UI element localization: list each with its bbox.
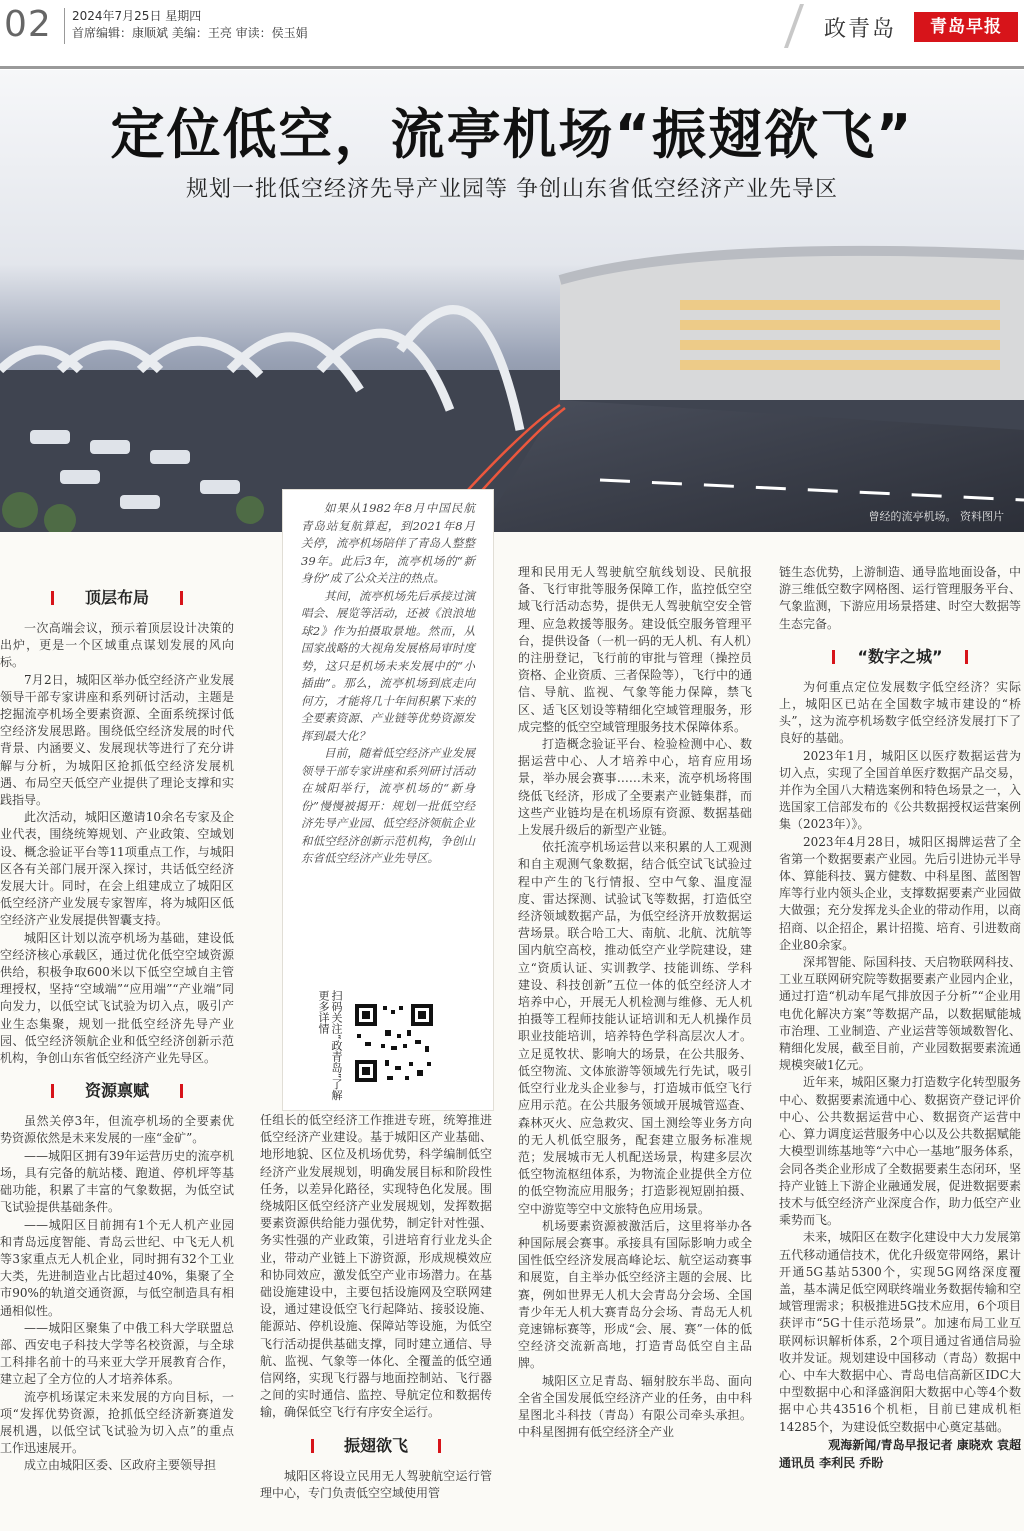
paragraph: 成立由城阳区委、区政府主要领导担 xyxy=(24,1458,217,1473)
paragraph: 7月2日，城阳区举办低空经济产业发展领导干部专家讲座和系列研讨活动，主题是挖掘流亭机场全要素资源、全面系统探讨低空经济发展思路。围绕低空经济发展的时代背景、内涵要义、发展现状等进行了充分讲解与分析，为城阳区抢抓低空经济发展机遇、布局空天低空产业提供了理论支撑和实践指导。 xyxy=(0,672,234,808)
section-title-resources: 资源禀赋 xyxy=(0,1073,234,1109)
paragraph: 机场要素资源被激活后，这里将举办各种国际展会赛事。承接具有国际影响力或全国性低空经济发展高峰论坛、航空运动赛事和展览，自主举办低空经济主题的会展、比赛，例如世界无人机大会青岛分会场、全国青少年无人机大赛青岛分会场、青岛无人机竞速锦标赛等，形成“会、展、赛”一体的低空经济交流新高地，打造青岛低空自主品牌。 xyxy=(518,1218,752,1371)
paragraph: 链生态优势，上游制造、通导监地面设备，中游三维低空数字网格图、运行管理服务平台、气象监测，下游应用场景搭建、时空大数据等生态完备。 xyxy=(779,565,1021,631)
qr-label: 扫码关注“政青岛”了解更多详情 xyxy=(317,990,343,1101)
headline: 定位低空，流亭机场“振翅欲飞” xyxy=(110,103,914,166)
section-title-top-layout: 顶层布局 xyxy=(0,580,234,616)
slash-decoration xyxy=(784,4,804,48)
paragraph: 为何重点定位发展数字低空经济？实际上，城阳区已站在全国数字城市建设的“桥头”，这为流亭机场数字低空经济发展打下了良好的基础。 xyxy=(779,679,1021,746)
paragraph: 一次高端会议，预示着顶层设计决策的出炉，更是一个区域重点谋划发展的风向标。 xyxy=(0,621,234,670)
section-title-digital-city: “数字之城” xyxy=(779,639,1021,675)
paragraph: 打造概念验证平台、检验检测中心、数据运营中心、人才培养中心，培育应用场景，举办展会赛事……未来，流亭机场将围绕低飞经济，形成了全要素产业链集群，而这些产业链均是在机场原有资源、数据基础上发展升级后的新型产业链。 xyxy=(518,737,752,838)
paragraph: 深邦智能、际国科技、天启物联网科技、工业互联网研究院等数据要素产业园内企业，通过打造“机动车尾气排放因子分析”“企业用电优化解决方案”等数据产品，以数据赋能城市治理、工业制造、产业运营等领域数智化、精细化发展，截至目前，产业园数据要素流通规模突破1亿元。 xyxy=(779,955,1021,1073)
paragraph: 流亭机场谋定未来发展的方向目标，一项“发挥优势资源，抢抓低空经济新赛道发展机遇，以低空试飞试验为切入点”的重点工作迅速展开。 xyxy=(0,1389,234,1456)
paragraph: ——城阳区聚集了中俄工科大学联盟总部、西安电子科技大学等名校资源，与全球工科排名前十的马来亚大学开展教育合作，建立起了全方位的人才培养体系。 xyxy=(0,1320,234,1387)
paragraph: 城阳区将设立民用无人驾驶航空运行管理中心，专门负责低空空域使用管 xyxy=(260,1468,492,1500)
paragraph: 此次活动，城阳区邀请10余名专家及企业代表，围绕统筹规划、产业政策、空域划设、概念验证平台等11项重点工作，与城阳区各有关部门展开深入探讨，共话低空经济发展大计。同时，在会上组建成立了城阳区低空经济产业发展专家智库，将为城阳区低空经济产业发展提供智囊支持。 xyxy=(0,810,234,928)
photo-caption: 曾经的流亭机场。 资料图片 xyxy=(868,510,1004,523)
lead-text xyxy=(301,500,475,868)
paragraph: ——城阳区拥有39年运营历史的流亭机场，具有完备的航站楼、跑道、停机坪等基础功能，积累了丰富的气象数据，为低空试飞试验提供基础条件。 xyxy=(0,1148,234,1215)
paragraph: 虽然关停3年，但流亭机场的全要素优势资源依然是未来发展的一座“金矿”。 xyxy=(0,1114,234,1146)
lead-paragraph: 其间，流亭机场先后承接过演唱会、展览等活动，还被《浪浪地球2》作为拍摄取景地。然而，从国家战略的大视角发展格局审时度势，这只是机场未来发展中的“小插曲”。那么，流亭机场到底走向何方，才能将几十年间积累下来的全要素资源、产业链等优势资源发挥到最大化？ xyxy=(301,588,475,743)
column-3 xyxy=(518,564,752,1441)
page-number: 02 xyxy=(4,4,52,45)
date-line: 2024年7月25日 星期四 xyxy=(72,9,202,23)
paragraph: 理和民用无人驾驶航空航线划设、民航报备、飞行审批等服务保障工作，监控低空空域飞行活动态势，提供无人驾驶航空安全管理、应急救援等服务。建设低空服务管理平台，提供设备（一机一码的无人机、有人机）的注册登记，飞行前的审批与管理（操控员资格、企业资质、三者保险等），飞行中的通信、导航、监视、气象等能力保障，禁飞区、适飞区划设等精细化空域管理服务，形成完整的低空空域管理服务技术保障体系。 xyxy=(518,565,753,734)
lead-box xyxy=(283,490,493,1110)
editors-line: 首席编辑：康顺斌 美编：王亮 审读：侯玉娟 xyxy=(72,26,308,40)
byline-correspondents: 通讯员 李利民 乔盼 xyxy=(779,1455,884,1470)
paragraph: 城阳区计划以流亭机场为基础，建设低空经济核心承载区，通过优化低空空域资源供给，积极争取600米以下低空空域自主管理授权，坚持“空域端”“应用端”“产业端”同向发力，以低空试飞试验为切入点，吸引产业生态集聚，规划一批低空经济先导产业园、低空经济领航企业和低空经济创新示范机构，争创山东省低空经济产业先导区。 xyxy=(0,930,234,1066)
section-title-takeoff: 振翅欲飞 xyxy=(260,1428,492,1464)
paragraph: 依托流亭机场运营以来积累的人工观测和自主观测气象数据，结合低空试飞试验过程中产生的飞行情报、空中气象、温度湿度、雷达探测、试验试飞等数据，打造低空经济领域数据产品，为低空经济开放数据运营场景。联合哈工大、南航、北航、沈航等国内航空高校，推动低空产业学院建设，建立“资质认证、实训教学、技能训练、学科建设、科技创新”五位一体的低空经济人才培养中心，开展无人机检测与维修、无人机拍摄等工程师技能认证培训和无人机操作员职业技能培训，培养特色学科高层次人才。立足觅牧状、影响大的场景，在公共服务、低空物流、文体旅游等领域先行先试，吸引低空行业龙头企业参与，打造城市低空飞行应用示范。在公共服务领域开展城管巡查、森林灭火、应急救灾、国土测绘等业务方向的无人机低空服务，配套建立服务标准规范；发展城市无人机配送场景，构建多层次低空物流枢纽体系，为物流企业提供全方位的低空物流应用服务；打造影视短剧拍摄、空中游览等空中文旅特色应用场景。 xyxy=(518,840,752,1216)
subheadline: 规划一批低空经济先导产业园等 争创山东省低空经济产业先导区 xyxy=(186,177,838,202)
byline-reporters: 观海新闻/青岛早报记者 康晓欢 袁超 xyxy=(828,1437,1021,1452)
issue-meta xyxy=(72,8,308,42)
header-rule xyxy=(0,66,1024,69)
column-1 xyxy=(0,574,234,1475)
paragraph: ——城阳区目前拥有1个无人机产业园和青岛远度智能、青岛云世纪、中飞无人机等3家重点无人机企业，同时拥有32个工业大类，先进制造业占比超过40%，集聚了全市90%的轨道交通资源，与低空制造具有相通相似性。 xyxy=(0,1217,234,1318)
section-name: 政青岛 xyxy=(824,17,897,42)
qr-code-icon xyxy=(351,1000,437,1086)
lead-paragraph: 目前，随着低空经济产业发展领导干部专家讲座和系列研讨活动在城阳举行，流亭机场的“新身份”慢慢被揭开：规划一批低空经济先导产业园、低空经济领航企业和低空经济创新示范机构，争创山东省低空经济产业先导区。 xyxy=(301,746,475,865)
lead-paragraph: 如果从1982年8月中国民航青岛站复航算起，到2021年8月关停，流亭机场陪伴了青岛人整整39年。此后3年，流亭机场的“新身份”成了公众关注的热点。 xyxy=(301,501,475,585)
column-4 xyxy=(779,564,1021,1472)
masthead xyxy=(0,0,1024,70)
qr-code[interactable] xyxy=(351,1000,437,1086)
paragraph: 未来，城阳区在数字化建设中大力发展第五代移动通信技术，优化升级宽带网络，累计开通5G基站5300个，实现5G网络深度覆盖，基本满足低空网联终端业务数据传输和空域管理需求；积极推进5G技术应用，6个项目获评市“5G十佳示范场景”。加速布局工业互联网标识解析体系，2个项目通过省通信局验收并发证。规划建设中国移动（青岛）数据中心、中车大数据中心、青岛电信高新区IDC大中型数据中心和泽盛润阳大数据中心等4个数据中心共43516个机柜，目前已建成机柜14285个，为建设低空数据中心奠定基础。 xyxy=(779,1230,1021,1434)
paragraph: 任组长的低空经济工作推进专班，统筹推进低空经济产业建设。基于城阳区产业基础、地形地貌、区位及机场优势，科学编制低空经济产业发展规划，明确发展目标和阶段性任务，以差异化路径，实现特色化发展。围绕城阳区低空经济产业发展规划，发挥数据要素资源供给能力强优势，制定针对性强、务实性强的产业政策，引进培育行业龙头企业，带动产业链上下游资源，形成规模效应和协同效应，激发低空产业市场潜力。在基础设施建设中，主要包括设施网及空联网建设，通过建设低空飞行起降站、接驳设施、能源站、停机设施、保障站等设施，为低空飞行活动提供基础支撑，同时建立通信、导航、监视、气象等一体化、全覆盖的低空通信网络，实现飞行器与地面控制站、飞行器之间的实时通信、监控、导航定位和数据传输，确保低空飞行有序安全运行。 xyxy=(260,1113,492,1420)
paragraph: 城阳区立足青岛、辐射胶东半岛、面向全省全国发展低空经济产业的任务，由中科星图北斗科技（青岛）有限公司牵头承担。中科星图拥有低空经济全产业 xyxy=(518,1373,752,1440)
paragraph: 近年来，城阳区聚力打造数字化转型服务中心、数据要素流通中心、数据资产登记评价中心、公共数据运营中心、数据资产运营中心、算力调度运营服务中心以及公共数据赋能大模型训练基地等“六中心一基地”服务体系，会同各类企业形成了全数据要素生态闭环，坚持产业链上下游企业融通发展，促进数据要素技术与低空经济产业深度合作，助力低空产业乘势而飞。 xyxy=(779,1075,1021,1228)
paragraph: 2023年1月，城阳区以医疗数据运营为切入点，实现了全国首单医疗数据产品交易，并作为全国八大精选案例和特色场景之一，入选国家工信部发布的《公共数据授权运营案例集（2023年）》。 xyxy=(779,748,1021,832)
divider xyxy=(64,8,65,44)
column-2 xyxy=(260,1112,492,1502)
newspaper-logo: 青岛早报 xyxy=(914,12,1018,42)
paragraph: 2023年4月28日，城阳区揭牌运营了全省第一个数据要素产业园。先后引进协元半导体、算能科技、翼方健数、中科星图、蓝图智库等行业内领头企业，支撑数据要素产业园做大做强；充分发挥龙头企业的带动作用，以商招商、以企招企，累计招揽、培育、引进数商企业80余家。 xyxy=(779,834,1021,952)
section-banner xyxy=(784,0,1024,48)
